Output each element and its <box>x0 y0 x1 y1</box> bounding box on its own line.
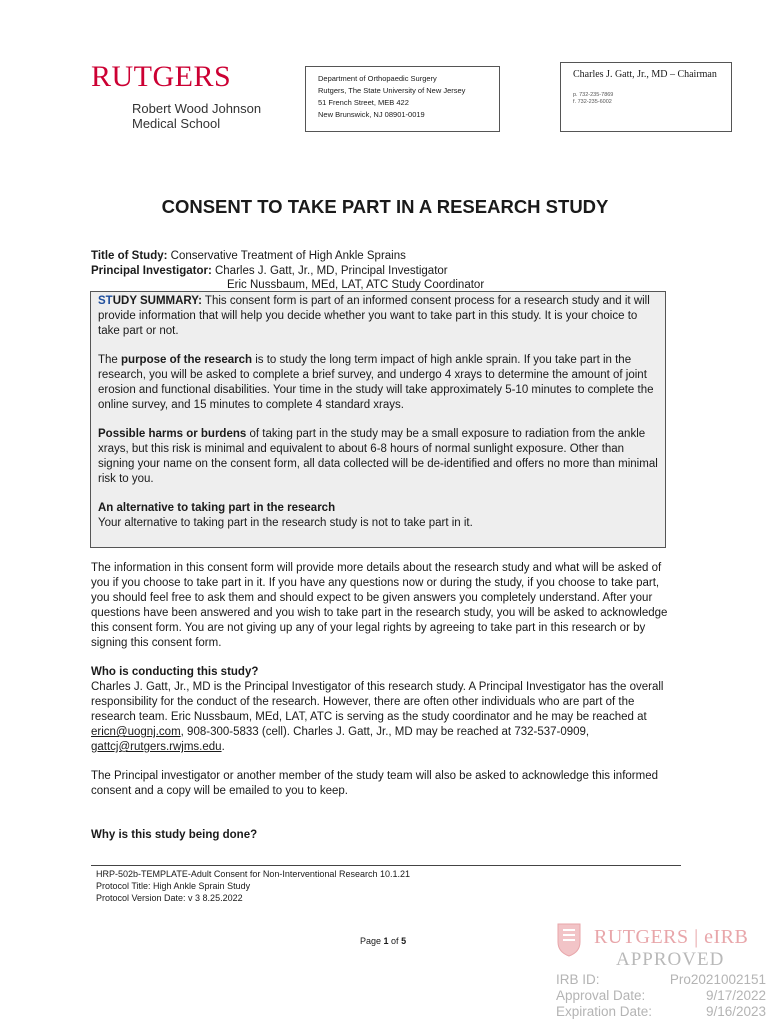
study-title-label: Title of Study: <box>91 250 168 262</box>
department-line: 51 French Street, MEB 422 <box>318 98 409 107</box>
irb-stamp-approved: APPROVED <box>616 949 725 970</box>
chairman-fax: f. 732-235-6002 <box>573 99 612 105</box>
footer-template-line: HRP-502b-TEMPLATE-Adult Consent for Non-Interventional Research 10.1.21 <box>96 869 410 879</box>
chairman-name: Charles J. Gatt, Jr., MD – Chairman <box>573 69 717 80</box>
study-title-value: Conservative Treatment of High Ankle Sprains <box>167 250 406 262</box>
summary-purpose <box>98 353 658 413</box>
acknowledge-paragraph: The Principal investigator or another member of the study team will also be asked to acknowledge this informed consent and a copy will be emailed to you to keep. <box>91 770 658 797</box>
chairman-phone: p. 732-235-7869 <box>573 92 614 98</box>
chairman-contact <box>573 92 731 106</box>
approval-date-label: Approval Date: <box>556 988 646 1003</box>
purpose-text: is to study the long term impact of high ankle sprain. If you take part in the research, you will be asked to complete a brief survey, and undergo 4 xrays to determine the amount of joint erosion and functional disabilities. Your time in the study will take approximately 5-10 minutes to complete the online survey, and 15 minutes to complete 4 standard xrays. <box>98 354 654 411</box>
page-total: 5 <box>401 936 407 946</box>
footer-version-date: Protocol Version Date: v 3 8.25.2022 <box>96 893 243 903</box>
footer-protocol-title: Protocol Title: High Ankle Sprain Study <box>96 881 251 891</box>
department-line: New Brunswick, NJ 08901-0019 <box>318 110 425 119</box>
page-number <box>360 936 406 946</box>
alternative-heading: An alternative to taking part in the research <box>98 502 336 514</box>
study-meta <box>91 249 484 293</box>
irb-id-label: IRB ID: <box>556 972 600 987</box>
rutgers-logo: RUTGERS <box>91 60 232 93</box>
coordinator-email-link[interactable]: ericn@uognj.com <box>91 726 181 738</box>
who-end: . <box>221 741 225 753</box>
page-pre: Page <box>360 936 384 946</box>
irb-stamp-brand: RUTGERS | eIRB <box>594 926 749 948</box>
who-heading: Who is conducting this study? <box>91 666 259 678</box>
who-section <box>91 665 671 755</box>
document-body <box>91 561 671 813</box>
department-line: Department of Orthopaedic Surgery <box>318 74 437 83</box>
school-name-line: Robert Wood Johnson <box>132 101 262 116</box>
study-title-row <box>91 249 484 264</box>
page-mid: of <box>388 936 402 946</box>
chairman-box <box>560 62 732 132</box>
who-text: Charles J. Gatt, Jr., MD is the Principal Investigator of this research study. A Principal Investigator has the overall responsibility for the conduct of the research. However, there are often other individuals who are part of the research team. Eric Nussbaum, MEd, LAT, ATC is serving as the study coordinator and he may be reached at <box>91 681 664 723</box>
approval-date-row <box>556 988 766 1004</box>
expiration-date-label: Expiration Date: <box>556 1004 653 1019</box>
why-heading: Why is this study being done? <box>91 829 258 841</box>
summary-alternative <box>98 501 658 531</box>
harms-heading: Possible harms or burdens <box>98 428 247 440</box>
approval-date-value: 9/17/2022 <box>705 988 766 1003</box>
summary-label-st: ST <box>98 295 113 307</box>
summary-harms <box>98 427 658 487</box>
purpose-heading: purpose of the research <box>121 354 253 366</box>
summary-intro-text: This consent form is part of an informed consent process for a research study and it will provide information that will help you decide whether you want to take part in this study. It is your choice to take part or not. <box>98 295 650 337</box>
pi-email-link[interactable]: gattcj@rutgers.rwjms.edu <box>91 741 222 753</box>
irb-stamp-details <box>556 972 766 1020</box>
department-line: Rutgers, The State University of New Jersey <box>318 86 466 95</box>
school-name-line: Medical School <box>132 116 221 131</box>
who-mid-text: , 908-300-5833 (cell). Charles J. Gatt, Jr., MD may be reached at 732-537-0909, <box>180 726 590 738</box>
document-title: CONSENT TO TAKE PART IN A RESEARCH STUDY <box>161 196 609 217</box>
pi-row <box>91 264 484 279</box>
expiration-date-value: 9/16/2023 <box>705 1004 766 1019</box>
study-summary-box <box>90 291 666 548</box>
purpose-pre: The <box>98 354 122 366</box>
alternative-text: Your alternative to taking part in the research study is not to take part in it. <box>98 517 473 529</box>
school-name <box>132 101 261 131</box>
harms-text: of taking part in the study may be a small exposure to radiation from the ankle xrays, but this risk is minimal and equivalent to about 6-8 hours of normal sunlight exposure. Other than signing your name on the consent form, all data collected will be de-identified and offers no more than minimal risk to you. <box>98 428 658 485</box>
summary-label: UDY SUMMARY: <box>112 295 202 307</box>
department-address-box <box>305 66 500 132</box>
irb-id-value: Pro2021002151 <box>669 972 766 987</box>
shield-icon <box>556 922 582 958</box>
irb-id-row <box>556 972 766 988</box>
expiration-date-row <box>556 1004 766 1020</box>
coordinator-row: Eric Nussbaum, MEd, LAT, ATC Study Coordinator <box>227 279 485 291</box>
summary-intro <box>98 294 658 339</box>
pi-label: Principal Investigator: <box>91 264 212 277</box>
footer <box>96 868 410 904</box>
footer-divider <box>91 865 681 866</box>
page-current: 1 <box>383 936 389 946</box>
pi-value: Charles J. Gatt, Jr., MD, Principal Investigator <box>211 264 448 277</box>
info-paragraph: The information in this consent form will provide more details about the research study and what will be asked of you if you choose to take part in it. If you have any questions now or during the study, if you choose to take part, you should feel free to ask them and should expect to be given answers you completely understand. After your questions have been answered and you wish to take part in the research study, you will be asked to acknowledge this consent form. You are not giving up any of your legal rights by agreeing to take part in this research or by signing this consent form. <box>91 562 668 649</box>
